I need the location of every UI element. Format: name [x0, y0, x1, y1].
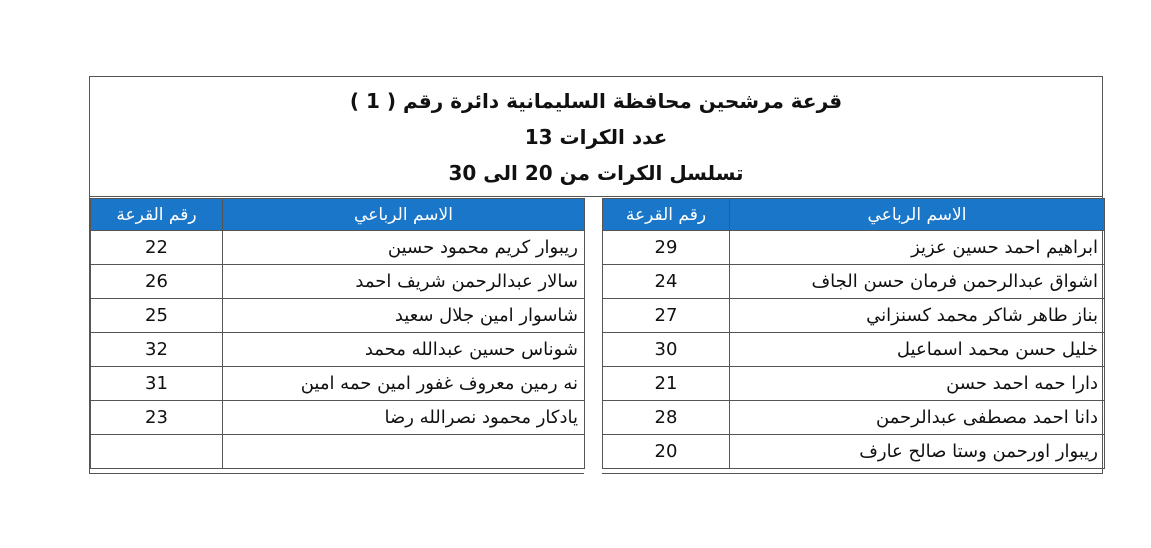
table-row — [603, 367, 1105, 401]
table-row — [91, 299, 585, 333]
column-header-name: الاسم الرباعي — [730, 199, 1105, 231]
balls-count: عدد الكرات 13 — [524, 124, 668, 149]
lot-number: 25 — [91, 299, 223, 333]
candidate-name: بناز طاهر شاكر محمد كسنزاني — [730, 299, 1105, 333]
column-header-lot: رقم القرعة — [603, 199, 730, 231]
column-header-name: الاسم الرباعي — [223, 199, 585, 231]
candidate-name: شوناس حسين عبدالله محمد — [223, 333, 585, 367]
candidate-name: ريبوار اورحمن وستا صالح عارف — [730, 435, 1105, 469]
lot-number: 23 — [91, 401, 223, 435]
candidate-name: يادكار محمود نصرالله رضا — [223, 401, 585, 435]
table-row — [91, 265, 585, 299]
candidates-table-left — [90, 198, 585, 469]
table-row — [603, 231, 1105, 265]
candidate-name: شاسوار امين جلال سعيد — [223, 299, 585, 333]
lot-number: 30 — [603, 333, 730, 367]
lot-number: 21 — [603, 367, 730, 401]
table-row — [91, 435, 585, 469]
document-frame — [89, 76, 1103, 474]
table-header-row — [603, 199, 1105, 231]
table-row — [603, 265, 1105, 299]
candidate-name: ابراهيم احمد حسين عزيز — [730, 231, 1105, 265]
table-header-row — [91, 199, 585, 231]
table-row — [603, 299, 1105, 333]
lot-number: 22 — [91, 231, 223, 265]
lot-number: 28 — [603, 401, 730, 435]
table-gap — [584, 197, 602, 475]
document-header — [90, 77, 1102, 197]
lot-number: 26 — [91, 265, 223, 299]
lot-number — [91, 435, 223, 469]
lot-number: 32 — [91, 333, 223, 367]
candidates-table-right — [602, 198, 1105, 469]
table-row — [91, 401, 585, 435]
candidate-name: ريبوار كريم محمود حسين — [223, 231, 585, 265]
balls-range: تسلسل الكرات من 20 الى 30 — [448, 160, 744, 185]
column-header-lot: رقم القرعة — [91, 199, 223, 231]
lot-number: 31 — [91, 367, 223, 401]
lot-number: 24 — [603, 265, 730, 299]
document-title: قرعة مرشحين محافظة السليمانية دائرة رقم ( 1 ) — [349, 88, 843, 113]
lot-number: 20 — [603, 435, 730, 469]
candidate-name: دارا حمه احمد حسن — [730, 367, 1105, 401]
candidate-name: خليل حسن محمد اسماعيل — [730, 333, 1105, 367]
candidate-name — [223, 435, 585, 469]
lot-number: 29 — [603, 231, 730, 265]
table-row — [603, 333, 1105, 367]
candidate-name: سالار عبدالرحمن شريف احمد — [223, 265, 585, 299]
table-row — [91, 231, 585, 265]
candidate-name: دانا احمد مصطفى عبدالرحمن — [730, 401, 1105, 435]
table-row — [91, 333, 585, 367]
candidate-name: نه رمين معروف غفور امين حمه امين — [223, 367, 585, 401]
table-row — [91, 367, 585, 401]
candidate-name: اشواق عبدالرحمن فرمان حسن الجاف — [730, 265, 1105, 299]
table-row — [603, 435, 1105, 469]
lot-number: 27 — [603, 299, 730, 333]
table-row — [603, 401, 1105, 435]
